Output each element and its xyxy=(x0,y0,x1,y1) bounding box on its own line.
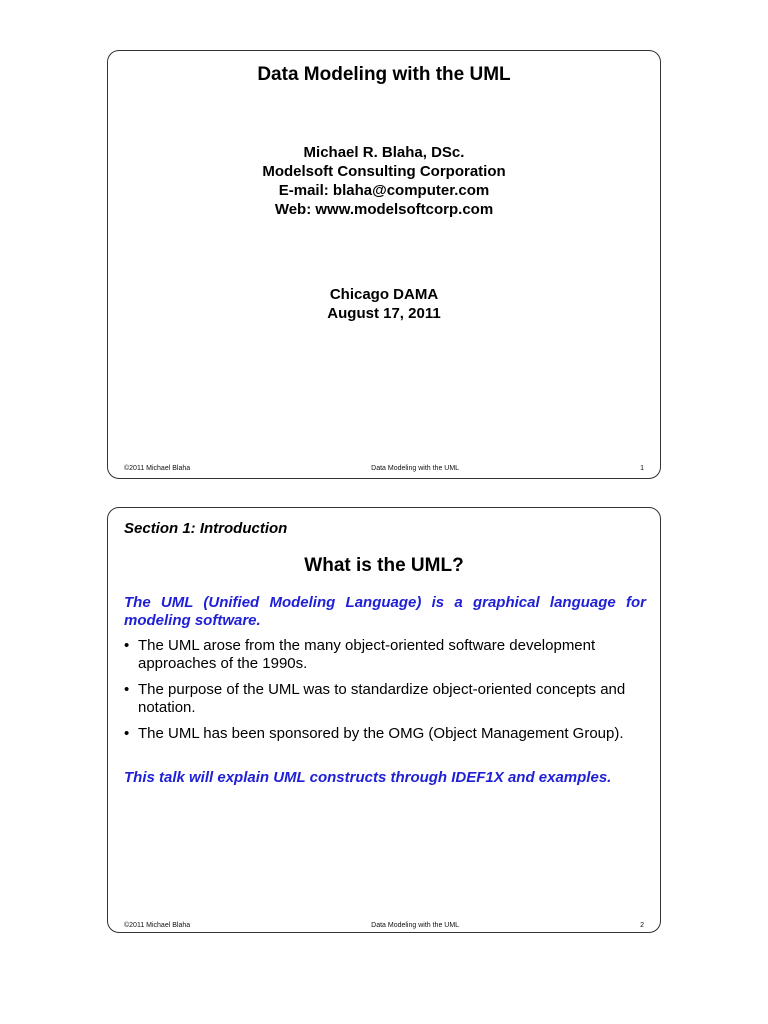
footer-page-number: 1 xyxy=(640,465,644,472)
footer-title: Data Modeling with the UML xyxy=(371,465,460,472)
slide-1 xyxy=(107,50,661,479)
slide-2 xyxy=(107,507,661,933)
slide-2-title: What is the UML? xyxy=(304,555,464,576)
event-date: August 17, 2011 xyxy=(327,305,441,322)
author-info xyxy=(108,143,660,219)
closing-statement: This talk will explain UML constructs through IDEF1X and examples. xyxy=(124,769,612,786)
event-name: Chicago DAMA xyxy=(329,286,439,303)
intro-statement: The UML (Unified Modeling Language) is a graphical language for modeling software. xyxy=(124,594,646,629)
author-company: Modelsoft Consulting Corporation xyxy=(262,163,506,180)
footer-copyright: ©2011 Michael Blaha xyxy=(124,922,191,929)
slide-1-footer xyxy=(124,464,644,473)
bullet-icon: • xyxy=(124,681,130,698)
bullet-item xyxy=(124,637,646,673)
author-name: Michael R. Blaha, DSc. xyxy=(303,144,465,161)
bullet-text: The purpose of the UML was to standardize object-oriented concepts and notation. xyxy=(138,681,626,716)
bullet-item xyxy=(124,681,646,717)
author-web: Web: www.modelsoftcorp.com xyxy=(274,201,494,218)
bullet-text: The UML has been sponsored by the OMG (Object Management Group). xyxy=(138,725,624,742)
bullet-icon: • xyxy=(124,725,130,742)
bullet-item xyxy=(124,725,646,743)
footer-page-number: 2 xyxy=(640,922,644,929)
slide-1-title: Data Modeling with the UML xyxy=(257,64,511,85)
event-info xyxy=(108,285,660,323)
bullet-text: The UML arose from the many object-oriented software development approaches of the 1990s. xyxy=(138,637,596,672)
author-email: E-mail: blaha@computer.com xyxy=(278,182,490,199)
footer-title: Data Modeling with the UML xyxy=(371,922,460,929)
bullet-list xyxy=(124,637,646,751)
section-heading: Section 1: Introduction xyxy=(124,520,288,537)
footer-copyright: ©2011 Michael Blaha xyxy=(124,465,191,472)
bullet-icon: • xyxy=(124,637,130,654)
slide-2-footer xyxy=(124,921,644,930)
